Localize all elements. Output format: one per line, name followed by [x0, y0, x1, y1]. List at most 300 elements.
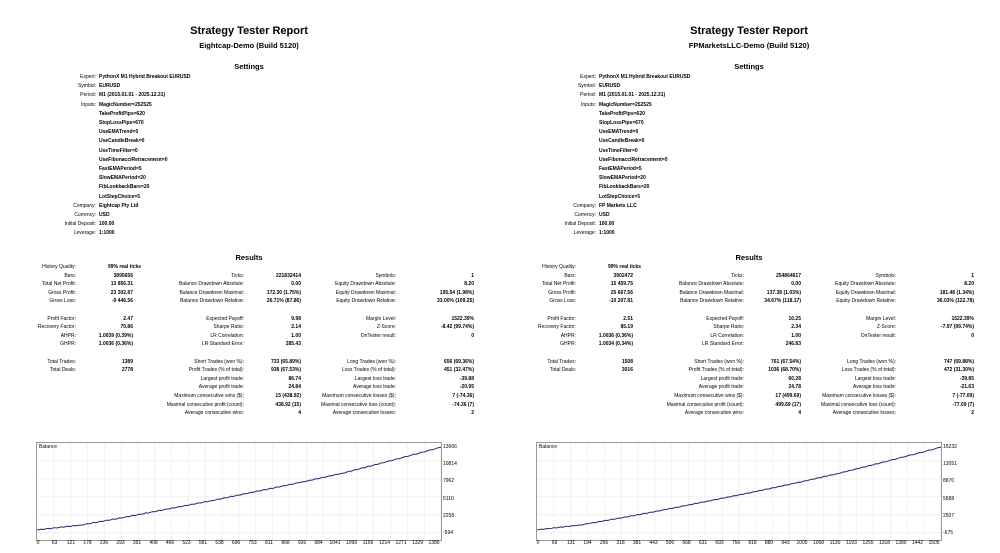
result-value: -10 207.81: [609, 298, 633, 305]
result-value: 1036 (68.70%): [768, 367, 801, 374]
result-value: 938 (67.53%): [270, 367, 301, 374]
y-tick-label: 15232: [943, 444, 957, 450]
settings-row: [518, 174, 980, 182]
settings-value: StopLossPips=670: [99, 120, 144, 126]
x-tick-label: 0: [536, 540, 540, 546]
result-value: 2.34: [791, 324, 801, 331]
result-value: 4: [798, 410, 801, 417]
result-value: 33.00% (109.25): [437, 298, 474, 305]
settings-row: [18, 183, 480, 191]
result-value: 24.84: [288, 384, 301, 391]
settings-value: UseFibonacciRetracement=0: [599, 156, 668, 163]
settings-row: [18, 165, 480, 173]
settings-value: UseEMATrend=0: [99, 129, 139, 136]
settings-value: 1:1000: [599, 230, 615, 237]
result-value: -39.85: [959, 375, 974, 382]
balance-chart: [36, 442, 442, 541]
settings-row: [18, 82, 480, 90]
x-tick-label: 0: [36, 540, 40, 546]
result-value: 3016: [621, 367, 633, 374]
settings-heading: Settings: [734, 62, 764, 71]
result-label: Balance Drawdown Maximal:: [679, 289, 744, 296]
results-cell: [18, 289, 480, 297]
x-tick-label: 984: [314, 540, 323, 546]
settings-value: M1 (2015.01.01 - 2025.12.31): [599, 92, 666, 99]
results-cell: [18, 332, 480, 340]
settings-value: PythonX M1 Hybrid Breakout EURUSD: [599, 74, 691, 80]
settings-value: StopLossPips=670: [599, 120, 644, 126]
result-label: Balance Drawdown Absolute:: [178, 281, 244, 288]
x-tick-label: 1156: [362, 540, 374, 546]
results-cell: [518, 280, 980, 288]
result-value: 1522.39%: [951, 315, 974, 322]
result-label: Symbols:: [375, 272, 396, 279]
chart-title: Balance: [539, 444, 558, 450]
result-label: Average profit trade:: [198, 384, 244, 391]
settings-key: Symbol:: [577, 83, 596, 90]
settings-key: Inputs:: [80, 101, 96, 108]
result-value: 36.03% (122.78): [937, 298, 974, 305]
result-label: Profit Trades (% of total):: [188, 367, 244, 374]
result-value: 2.14: [291, 324, 301, 331]
settings-value: 1:1000: [99, 230, 115, 237]
result-value: 1389: [121, 358, 133, 365]
results-cell: [518, 366, 980, 374]
settings-row: [518, 91, 980, 99]
result-label: Recovery Factor:: [537, 324, 576, 331]
settings-key: Company:: [73, 202, 96, 209]
result-value: 221832414: [275, 272, 301, 279]
x-tick-label: 581: [198, 540, 208, 546]
report-subtitle: Eightcap-Demo (Build 5120): [199, 41, 299, 50]
settings-row: [518, 101, 980, 109]
settings-row: [518, 73, 980, 81]
results-cell: [518, 289, 980, 297]
settings-key: Period:: [580, 92, 596, 99]
result-value: 15 (438.92): [275, 393, 301, 399]
result-label: Largest profit trade:: [700, 375, 744, 382]
x-tick-label: 818: [748, 540, 757, 546]
x-tick-label: 293: [116, 540, 125, 546]
result-label: Equity Drawdown Absolute:: [835, 281, 896, 288]
result-value: 1.00: [791, 332, 801, 339]
result-value: 86.74: [288, 375, 301, 382]
result-label: LR Correlation:: [210, 332, 244, 339]
result-value: 70.86: [120, 324, 133, 331]
result-label: Gross Loss:: [549, 298, 576, 305]
settings-row: [518, 128, 980, 136]
result-value: -7.97 (99.74%): [940, 324, 974, 331]
result-label: Average loss trade:: [853, 384, 896, 391]
result-label: OnTester result:: [860, 332, 896, 339]
result-label: LR Correlation:: [710, 332, 744, 339]
result-value: -74.36 (7): [452, 401, 474, 408]
result-label: Total Net Profit:: [41, 281, 76, 288]
x-tick-label: 1005: [796, 540, 808, 546]
x-tick-label: 638: [215, 540, 224, 546]
settings-value: TakeProfitPips=620: [599, 110, 645, 117]
result-label: Maximum consecutive losses ($):: [322, 393, 396, 399]
x-tick-label: 178: [83, 540, 92, 546]
result-value: 137.38 (1.03%): [766, 289, 801, 296]
settings-value: MagicNumber=252525: [99, 101, 152, 108]
result-value: 472 (31.30%): [943, 367, 974, 374]
settings-value: UseTimeFilter=0: [599, 147, 638, 154]
result-label: Average consecutive losses:: [332, 410, 396, 417]
result-label: Margin Level:: [365, 315, 396, 322]
result-value: 1: [971, 272, 974, 279]
x-tick-label: 1442: [911, 540, 924, 546]
settings-key: Symbol:: [77, 83, 96, 90]
settings-value: FP Markets LLC: [599, 202, 637, 209]
settings-value: FibLookbackBars=20: [99, 184, 150, 191]
x-tick-label: 1318: [878, 540, 891, 546]
x-tick-label: 523: [182, 540, 191, 546]
result-value: -9 446.56: [111, 298, 133, 305]
result-label: Total Deals:: [549, 367, 576, 374]
result-label: Average consecutive wins:: [184, 410, 244, 417]
settings-value: UseFibonacciRetracement=0: [99, 156, 168, 163]
y-tick-label: 10814: [443, 461, 457, 468]
result-label: Maximal consecutive loss (count):: [320, 401, 396, 408]
settings-value: 100.00: [599, 221, 615, 228]
y-tick-label: 2258: [443, 512, 455, 519]
results-cell: [518, 263, 980, 271]
settings-row: [518, 119, 980, 127]
result-label: Average profit trade:: [698, 384, 744, 391]
x-tick-label: 194: [583, 540, 592, 546]
result-value: 17 (499.69): [775, 393, 801, 399]
results-cell: [18, 340, 480, 348]
result-label: Ticks:: [731, 272, 744, 279]
result-label: Long Trades (won %):: [347, 358, 396, 365]
results-cell: [18, 409, 480, 417]
settings-value: LotStepChoice=5: [599, 193, 640, 200]
settings-value: SlowEMAPeriod=20: [599, 175, 646, 182]
settings-value: UseEMATrend=0: [599, 129, 639, 136]
results-cell: [518, 323, 980, 331]
x-tick-label: 381: [632, 540, 642, 546]
result-label: Total Trades:: [547, 358, 576, 365]
settings-key: Expert:: [580, 74, 596, 80]
result-label: Sharpe Ratio:: [213, 324, 244, 331]
result-label: Gross Profit:: [48, 289, 76, 296]
result-value: 8.20: [464, 281, 474, 288]
settings-row: [518, 193, 980, 201]
results-cell: [18, 297, 480, 305]
x-tick-label: 466: [165, 540, 175, 546]
result-label: Maximum consecutive wins ($):: [674, 393, 744, 399]
settings-value: 100.00: [99, 221, 115, 228]
settings-row: [18, 156, 480, 164]
result-value: 1.00: [291, 332, 301, 339]
x-tick-label: 753: [248, 540, 257, 546]
result-value: 2778: [121, 367, 133, 374]
result-label: Total Net Profit:: [541, 281, 576, 288]
x-tick-label: 1099: [345, 540, 358, 546]
result-label: Bars:: [564, 272, 576, 279]
settings-row: [18, 101, 480, 109]
result-label: History Quality:: [542, 264, 576, 270]
result-value: 1508: [621, 358, 633, 365]
x-tick-label: 506: [665, 540, 675, 546]
x-tick-label: 880: [764, 540, 774, 546]
result-label: Expected Payoff:: [206, 315, 244, 322]
result-value: 747 (69.88%): [943, 358, 974, 365]
result-label: Balance Drawdown Maximal:: [179, 289, 244, 296]
result-label: Maximal consecutive profit (count):: [666, 401, 744, 408]
report-eightcap: [18, 0, 480, 553]
result-value: 0: [471, 332, 474, 339]
x-tick-label: 1041: [329, 540, 341, 546]
x-tick-label: 1193: [846, 540, 857, 546]
results-cell: [518, 383, 980, 391]
settings-value: Eightcap Pty Ltd: [99, 202, 139, 209]
result-label: Equity Drawdown Absolute:: [335, 281, 396, 288]
y-tick-label: 2507: [943, 512, 955, 519]
result-value: 656 (69.36%): [443, 358, 474, 365]
settings-row: [18, 211, 480, 219]
result-label: Largest loss trade:: [354, 375, 396, 382]
result-value: 0: [971, 332, 974, 339]
result-value: 8.20: [964, 281, 974, 288]
settings-row: [518, 183, 980, 191]
settings-row: [518, 165, 980, 173]
result-label: Loss Trades (% of total):: [841, 367, 896, 374]
result-label: Profit Trades (% of total):: [688, 367, 744, 374]
x-tick-label: 811: [265, 540, 273, 546]
result-value: 2.47: [123, 315, 133, 322]
balance-plot: [537, 443, 941, 540]
results-cell: [518, 332, 980, 340]
settings-row: [518, 211, 980, 219]
settings-value: FibLookbackBars=20: [599, 184, 650, 191]
results-cell: [518, 272, 980, 280]
result-value: 3895656: [113, 272, 133, 279]
balance-chart: [536, 442, 942, 541]
settings-row: [18, 147, 480, 155]
result-label: Equity Drawdown Maximal:: [835, 289, 896, 296]
result-value: 0.00: [791, 281, 801, 288]
result-value: -8.42 (99.74%): [440, 324, 474, 331]
result-value: 1.0039 (0.39%): [98, 332, 133, 339]
settings-key: Currency:: [574, 212, 596, 218]
result-value: 1.0034 (0.34%): [598, 341, 633, 348]
results-cell: [18, 375, 480, 383]
result-value: 1.0036 (0.36%): [598, 332, 633, 339]
report-title: Strategy Tester Report: [690, 25, 808, 37]
x-tick-label: 1255: [862, 540, 874, 546]
settings-row: [518, 137, 980, 145]
settings-row: [18, 220, 480, 228]
result-value: 761 (67.54%): [770, 358, 801, 365]
result-label: Balance Drawdown Relative:: [180, 298, 244, 305]
x-tick-label: 1329: [411, 540, 424, 546]
settings-key: Initial Deposit:: [564, 221, 596, 228]
result-value: -39.88: [459, 375, 474, 382]
settings-row: [518, 147, 980, 155]
result-value: 13 856.31: [110, 281, 133, 288]
y-tick-label: 12051: [943, 461, 957, 468]
x-tick-label: 1380: [895, 540, 907, 546]
x-tick-label: 568: [682, 540, 691, 546]
result-value: 85.19: [620, 324, 633, 331]
result-label: Z-Score:: [376, 324, 396, 331]
results-cell: [18, 323, 480, 331]
settings-key: Company:: [573, 202, 596, 209]
result-label: LR Standard Error:: [202, 341, 244, 348]
x-tick-label: 868: [281, 540, 290, 546]
settings-row: [18, 174, 480, 182]
y-tick-label: 5110: [443, 495, 454, 502]
result-label: Profit Factor:: [547, 315, 576, 322]
result-label: Average consecutive losses:: [832, 410, 896, 417]
result-label: Maximal consecutive profit (count):: [166, 401, 244, 408]
x-tick-label: 69: [551, 540, 558, 546]
result-value: 2.51: [623, 315, 633, 322]
result-label: Maximum consecutive wins ($):: [174, 393, 244, 399]
result-value: 23 302.87: [110, 289, 133, 296]
settings-row: [518, 220, 980, 228]
result-value: 246.83: [785, 341, 801, 348]
result-label: Balance Drawdown Absolute:: [678, 281, 744, 288]
results-cell: [18, 315, 480, 323]
result-label: GHPR:: [60, 341, 76, 348]
results-cell: [18, 366, 480, 374]
result-label: Short Trades (won %):: [194, 358, 244, 365]
settings-value: FastEMAPeriod=5: [99, 166, 142, 172]
settings-row: [18, 137, 480, 145]
settings-value: MagicNumber=252525: [599, 101, 652, 108]
results-cell: [18, 272, 480, 280]
result-value: 99% real ticks: [108, 264, 142, 270]
result-label: Average loss trade:: [353, 384, 396, 391]
report-fpmarkets: [518, 0, 980, 553]
settings-row: [18, 73, 480, 81]
settings-row: [18, 110, 480, 118]
results-cell: [18, 401, 480, 409]
y-tick-label: 8870: [943, 478, 955, 485]
result-value: 34.67% (118.17): [764, 298, 801, 305]
results-cell: [518, 315, 980, 323]
result-value: 60.28: [788, 375, 801, 382]
result-label: History Quality:: [42, 264, 76, 270]
y-tick-label: 7962: [443, 478, 455, 485]
result-value: -77.09 (7): [952, 401, 974, 408]
x-tick-label: 1214: [378, 540, 391, 546]
result-value: 0.00: [291, 281, 301, 288]
result-label: Long Trades (won %):: [847, 358, 896, 365]
settings-row: [518, 110, 980, 118]
result-value: -20.95: [459, 384, 474, 391]
result-value: 3902472: [613, 272, 633, 279]
settings-value: EURUSD: [99, 83, 121, 90]
x-tick-label: 256: [599, 540, 609, 546]
result-label: LR Standard Error:: [702, 341, 744, 348]
result-label: Largest profit trade:: [200, 375, 244, 382]
result-label: Maximal consecutive loss (count):: [820, 401, 896, 408]
settings-key: Inputs:: [580, 101, 596, 108]
result-label: AHPR:: [60, 332, 76, 339]
result-value: 733 (65.89%): [270, 358, 301, 365]
settings-row: [18, 119, 480, 127]
result-label: Loss Trades (% of total):: [341, 367, 396, 374]
chart-title: Balance: [39, 444, 58, 450]
x-tick-label: 696: [231, 540, 241, 546]
result-label: Gross Profit:: [548, 289, 576, 296]
results-cell: [18, 280, 480, 288]
results-heading: Results: [235, 253, 263, 262]
result-label: Expected Payoff:: [706, 315, 744, 322]
results-cell: [18, 392, 480, 400]
results-cell: [18, 383, 480, 391]
results-cell: [518, 358, 980, 366]
report-title: Strategy Tester Report: [190, 25, 308, 37]
settings-key: Currency:: [74, 212, 96, 218]
result-value: 15 459.75: [610, 281, 633, 288]
results-cell: [518, 401, 980, 409]
result-value: 2: [971, 410, 974, 417]
result-label: Gross Loss:: [49, 298, 76, 305]
x-tick-label: 1505: [928, 540, 940, 546]
result-label: OnTester result:: [360, 332, 396, 339]
results-cell: [518, 340, 980, 348]
settings-key: Expert:: [80, 74, 96, 80]
settings-row: [18, 202, 480, 210]
settings-row: [18, 128, 480, 136]
settings-heading: Settings: [234, 62, 264, 71]
result-value: 25 667.56: [610, 289, 633, 296]
result-label: Balance Drawdown Relative:: [680, 298, 744, 305]
settings-value: PythonX M1 Hybrid Breakout EURUSD: [99, 74, 191, 80]
x-tick-label: 121: [66, 540, 76, 546]
result-label: Margin Level:: [865, 315, 896, 322]
result-value: 285.43: [285, 341, 301, 348]
x-tick-label: 631: [698, 540, 708, 546]
result-label: Equity Drawdown Maximal:: [335, 289, 396, 296]
result-label: Maximum consecutive losses ($):: [822, 393, 896, 399]
settings-value: USD: [99, 212, 110, 218]
settings-key: Period:: [80, 92, 96, 99]
result-label: Total Trades:: [47, 358, 76, 365]
result-label: Total Deals:: [49, 367, 76, 374]
result-label: Recovery Factor:: [37, 324, 76, 331]
x-tick-label: 693: [715, 540, 724, 546]
x-tick-label: 63: [51, 540, 58, 546]
result-value: 7 (-77.09): [952, 393, 974, 399]
result-label: Equity Drawdown Relative:: [336, 298, 396, 305]
result-value: 99% real ticks: [608, 264, 642, 270]
result-label: GHPR:: [560, 341, 576, 348]
settings-row: [518, 229, 980, 237]
x-tick-label: 1386: [428, 540, 440, 546]
results-cell: [518, 392, 980, 400]
balance-plot: [37, 443, 441, 540]
settings-value: EURUSD: [599, 83, 621, 90]
result-value: 2: [471, 410, 474, 417]
y-tick-label: 5688: [943, 495, 955, 502]
x-tick-label: 1271: [395, 540, 407, 546]
result-label: Largest loss trade:: [854, 375, 896, 382]
settings-row: [18, 91, 480, 99]
results-cell: [518, 297, 980, 305]
x-tick-label: 1068: [812, 540, 825, 546]
settings-value: SlowEMAPeriod=20: [99, 175, 146, 182]
settings-row: [18, 229, 480, 237]
result-value: 24.78: [788, 384, 801, 391]
settings-value: UseCandleBreak=0: [599, 138, 645, 145]
x-tick-label: 351: [132, 540, 142, 546]
